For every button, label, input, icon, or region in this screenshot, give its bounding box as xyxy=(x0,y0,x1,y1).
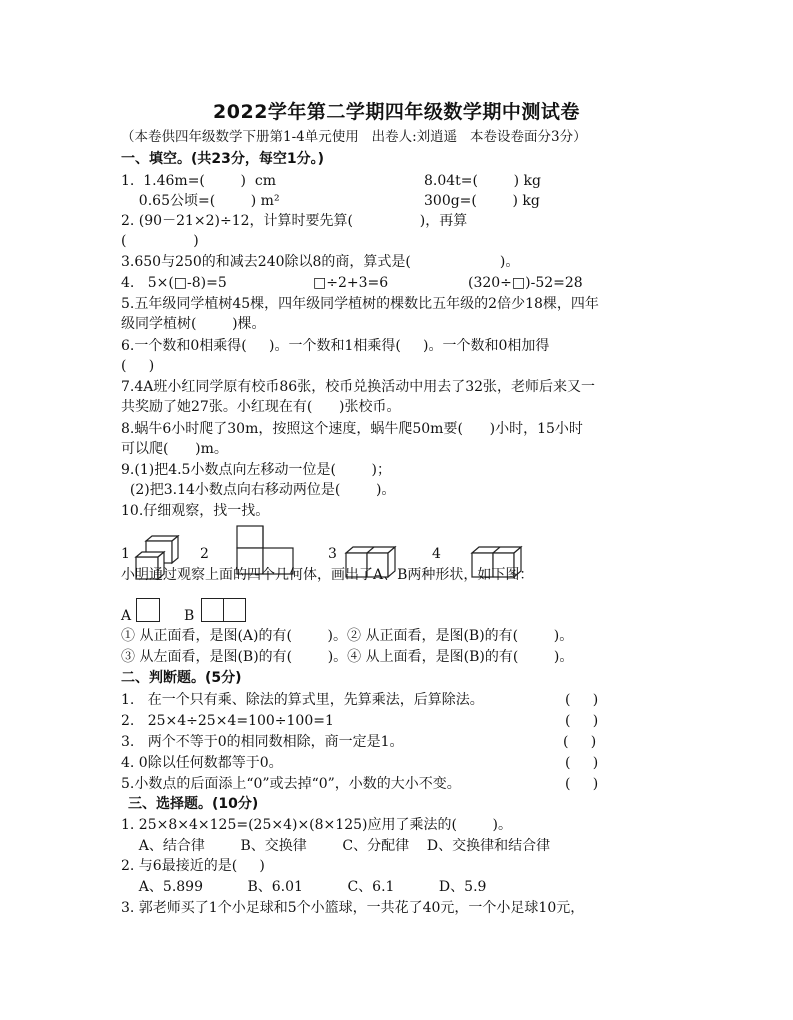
judge-mark-2: ( ) xyxy=(565,713,599,729)
q4-part-b: □÷2+3=6 xyxy=(313,275,389,291)
judge-item-1: 1. 在一个只有乘、除法的算式里，先算乘法，后算除法。 xyxy=(121,692,484,708)
q4-part-c: (320÷□)-52=28 xyxy=(468,275,583,291)
view-label-a: A xyxy=(121,608,132,624)
q6-line-a: 6.一个数和0相乘得( )。一个数和1相乘得( )。一个数和0相加得 xyxy=(121,338,550,354)
section1-heading: 一、填空。(共23分，每空1分。) xyxy=(121,151,325,167)
q9-line-a: 9.(1)把4.5小数点向左移动一位是( )； xyxy=(121,462,391,478)
choice-q2-options: A、5.899 B、6.01 C、6.1 D、5.9 xyxy=(121,879,487,895)
figure-label-4: 4 xyxy=(432,546,441,562)
choice-q1-options: A、结合律 B、交换律 C、分配律 D、交换律和结合律 xyxy=(121,838,551,854)
q1-line-b: 8.04t=( ) kg xyxy=(424,173,541,189)
q8-line-b: 可以爬( )m。 xyxy=(121,441,228,457)
judge-item-5: 5.小数点的后面添上“0”或去掉“0”，小数的大小不变。 xyxy=(121,776,461,792)
figure-label-3: 3 xyxy=(328,546,337,562)
q4-part-a: 4. 5×(□-8)=5 xyxy=(121,275,227,291)
exam-title: 2022学年第二学期四年级数学期中测试卷 xyxy=(213,101,580,123)
q1-line-c: 0.65公顷=( ) m² xyxy=(121,193,280,209)
choice-q2: 2. 与6最接近的是( ) xyxy=(121,858,265,874)
q5-line-a: 5.五年级同学植树45棵，四年级同学植树的棵数比五年级的2倍少18棵，四年 xyxy=(121,296,599,312)
judge-item-4: 4. 0除以任何数都等于0。 xyxy=(121,755,283,771)
judge-mark-4: ( ) xyxy=(565,755,599,771)
q10-line-d: ③ 从左面看，是图(B)的有( )。④ 从上面看，是图(B)的有( )。 xyxy=(121,649,574,665)
q1-line-d: 300g=( ) kg xyxy=(424,193,540,209)
choice-q3: 3. 郭老师买了1个小足球和5个小篮球，一共花了40元，一个小足球10元， xyxy=(121,900,585,916)
q9-line-b: (2)把3.14小数点向右移动两位是( )。 xyxy=(121,482,396,498)
q5-line-b: 级同学植树( )棵。 xyxy=(121,316,266,332)
judge-mark-1: ( ) xyxy=(565,692,599,708)
q1-line-a: 1. 1.46m=( ) cm xyxy=(121,173,276,189)
view-b-square-left xyxy=(201,598,224,622)
q2-line-a: 2. (90－21×2)÷12，计算时要先算( )，再算 xyxy=(121,213,468,229)
exam-subtitle: （本卷供四年级数学下册第1-4单元使用 出卷人:刘逍遥 本卷设卷面分3分） xyxy=(121,129,587,145)
judge-mark-3: ( ) xyxy=(563,734,597,750)
q3-line: 3.650与250的和减去240除以8的商，算式是( )。 xyxy=(121,254,520,270)
judge-item-3: 3. 两个不等于0的相同数相除，商一定是1。 xyxy=(121,734,404,750)
view-a-square xyxy=(136,598,160,622)
view-label-b: B xyxy=(184,608,195,624)
section2-heading: 二、判断题。(5分) xyxy=(121,670,242,686)
q6-line-b: ( ) xyxy=(121,358,155,374)
judge-mark-5: ( ) xyxy=(565,776,599,792)
judge-item-2: 2. 25×4÷25×4=100÷100=1 xyxy=(121,713,334,729)
q7-line-a: 7.4A班小红同学原有校币86张，校币兑换活动中用去了32张，老师后来又一 xyxy=(121,379,596,395)
q8-line-a: 8.蜗牛6小时爬了30m，按照这个速度，蜗牛爬50m要( )小时，15小时 xyxy=(121,421,583,437)
choice-q1: 1. 25×8×4×125=(25×4)×(8×125)应用了乘法的( )。 xyxy=(121,817,512,833)
section3-heading: 三、选择题。(10分) xyxy=(128,796,259,812)
q2-line-b: ( ) xyxy=(121,233,199,249)
view-b-square-right xyxy=(223,598,246,622)
q10-observation-line: 小明通过观察上面的四个几何体，画出了A、B两种形状，如下图： xyxy=(121,567,534,583)
figure-label-1: 1 xyxy=(121,546,130,562)
q10-line-c: ① 从正面看，是图(A)的有( )。② 从正面看，是图(B)的有( )。 xyxy=(121,628,574,644)
q7-line-b: 共奖励了她27张。小红现在有( )张校币。 xyxy=(121,399,401,415)
q10-line: 10.仔细观察，找一找。 xyxy=(121,503,270,519)
figure-label-2: 2 xyxy=(200,546,209,562)
